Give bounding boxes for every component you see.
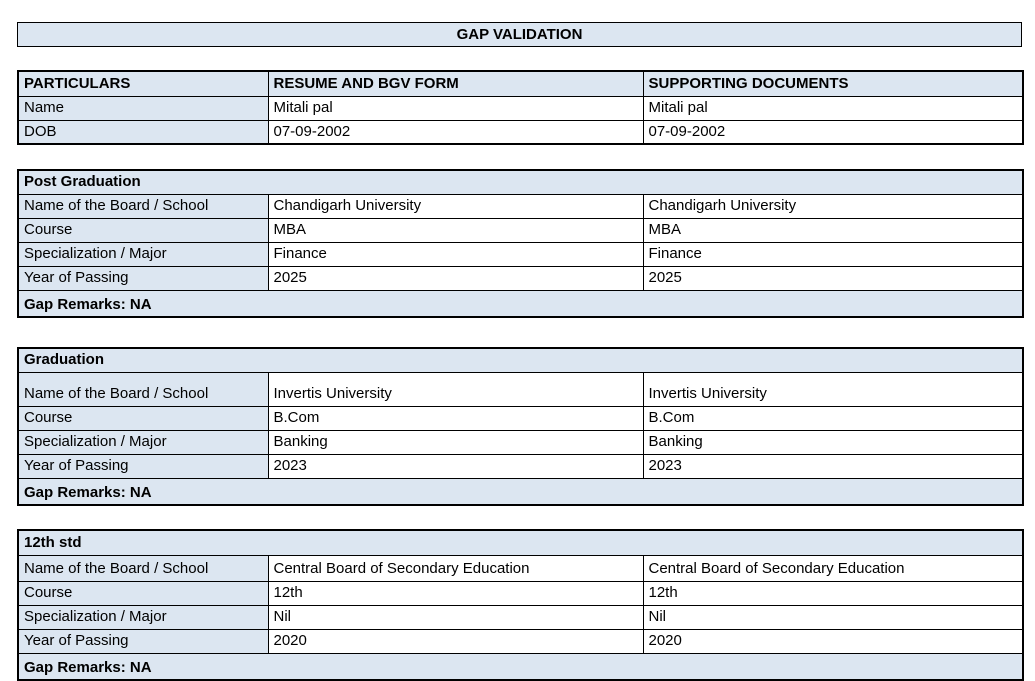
- row-label-board-school: Name of the Board / School: [18, 372, 268, 406]
- page-title-text: GAP VALIDATION: [456, 26, 583, 43]
- resume-specialization-value: Nil: [268, 605, 643, 629]
- resume-board-school-value: Chandigarh University: [268, 194, 643, 218]
- table-row-dob: [18, 120, 1023, 144]
- supporting-name-value: Mitali pal: [643, 96, 1023, 120]
- table-row-specialization: [18, 430, 1023, 454]
- row-label-specialization: Specialization / Major: [18, 430, 268, 454]
- table-row-specialization: [18, 242, 1023, 266]
- section-title-12th-std: 12th std: [18, 530, 1023, 555]
- row-label-specialization: Specialization / Major: [18, 242, 268, 266]
- resume-board-school-value: Invertis University: [268, 372, 643, 406]
- graduation-table: [17, 347, 1024, 506]
- resume-name-value: Mitali pal: [268, 96, 643, 120]
- supporting-board-school-value: Central Board of Secondary Education: [643, 555, 1023, 581]
- section-title-graduation: Graduation: [18, 348, 1023, 372]
- resume-dob-value: 07-09-2002: [268, 120, 643, 144]
- resume-course-value: MBA: [268, 218, 643, 242]
- gap-remarks-row: [18, 290, 1023, 317]
- resume-course-value: B.Com: [268, 406, 643, 430]
- row-label-dob: DOB: [18, 120, 268, 144]
- table-row-board-school: [18, 194, 1023, 218]
- table-row-specialization: [18, 605, 1023, 629]
- supporting-specialization-value: Banking: [643, 430, 1023, 454]
- section-title-row: [18, 530, 1023, 555]
- section-title-post-graduation: Post Graduation: [18, 170, 1023, 194]
- page-title: [17, 22, 1022, 47]
- row-label-board-school: Name of the Board / School: [18, 194, 268, 218]
- table-row-board-school: [18, 555, 1023, 581]
- resume-year-value: 2025: [268, 266, 643, 290]
- table-row-year-of-passing: [18, 454, 1023, 478]
- supporting-course-value: B.Com: [643, 406, 1023, 430]
- supporting-board-school-value: Chandigarh University: [643, 194, 1023, 218]
- table-row-course: [18, 218, 1023, 242]
- table-row-name: [18, 96, 1023, 120]
- gap-remarks-12th-std: Gap Remarks: NA: [18, 653, 1023, 680]
- row-label-year-of-passing: Year of Passing: [18, 266, 268, 290]
- column-header-resume-bgv: RESUME AND BGV FORM: [268, 71, 643, 96]
- row-label-course: Course: [18, 218, 268, 242]
- supporting-board-school-value: Invertis University: [643, 372, 1023, 406]
- section-title-row: [18, 170, 1023, 194]
- supporting-specialization-value: Nil: [643, 605, 1023, 629]
- post-graduation-table: [17, 169, 1024, 318]
- resume-year-value: 2023: [268, 454, 643, 478]
- particulars-table: [17, 70, 1024, 145]
- resume-course-value: 12th: [268, 581, 643, 605]
- row-label-course: Course: [18, 406, 268, 430]
- twelfth-std-table: [17, 529, 1024, 681]
- table-row-course: [18, 406, 1023, 430]
- supporting-specialization-value: Finance: [643, 242, 1023, 266]
- column-header-supporting-documents: SUPPORTING DOCUMENTS: [643, 71, 1023, 96]
- row-label-board-school: Name of the Board / School: [18, 555, 268, 581]
- column-header-particulars: PARTICULARS: [18, 71, 268, 96]
- gap-remarks-graduation: Gap Remarks: NA: [18, 478, 1023, 505]
- resume-specialization-value: Finance: [268, 242, 643, 266]
- table-row-year-of-passing: [18, 266, 1023, 290]
- row-label-specialization: Specialization / Major: [18, 605, 268, 629]
- row-label-year-of-passing: Year of Passing: [18, 454, 268, 478]
- row-label-year-of-passing: Year of Passing: [18, 629, 268, 653]
- resume-year-value: 2020: [268, 629, 643, 653]
- resume-specialization-value: Banking: [268, 430, 643, 454]
- supporting-course-value: 12th: [643, 581, 1023, 605]
- section-title-row: [18, 348, 1023, 372]
- row-label-course: Course: [18, 581, 268, 605]
- supporting-year-value: 2020: [643, 629, 1023, 653]
- supporting-dob-value: 07-09-2002: [643, 120, 1023, 144]
- supporting-year-value: 2023: [643, 454, 1023, 478]
- table-row-course: [18, 581, 1023, 605]
- supporting-year-value: 2025: [643, 266, 1023, 290]
- resume-board-school-value: Central Board of Secondary Education: [268, 555, 643, 581]
- table-row-board-school: [18, 372, 1023, 406]
- gap-remarks-post-graduation: Gap Remarks: NA: [18, 290, 1023, 317]
- row-label-name: Name: [18, 96, 268, 120]
- gap-remarks-row: [18, 653, 1023, 680]
- table-row-year-of-passing: [18, 629, 1023, 653]
- supporting-course-value: MBA: [643, 218, 1023, 242]
- table-header-row: [18, 71, 1023, 96]
- gap-remarks-row: [18, 478, 1023, 505]
